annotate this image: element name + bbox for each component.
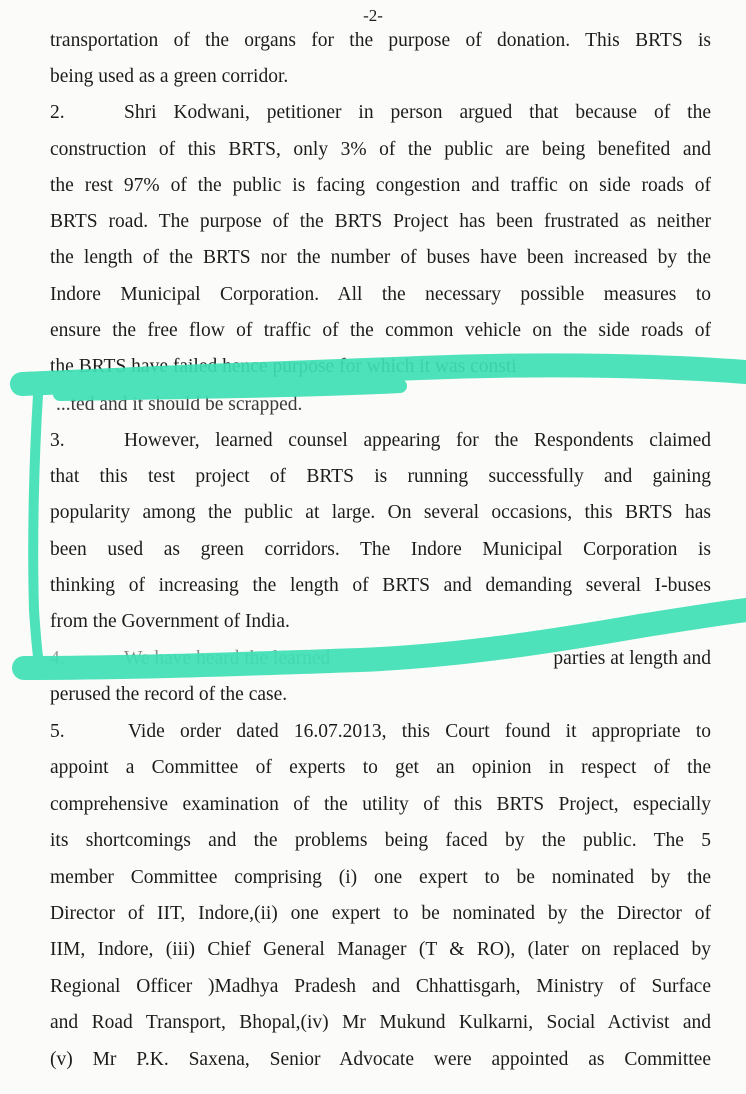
text-line-18-obscured: We have heard the learned bbox=[124, 648, 331, 669]
text-line-28: and Road Transport, Bhopal,(iv) Mr Mukund Kulkarni, Social Activist and bbox=[50, 1012, 711, 1033]
text-line-16: thinking of increasing the length of BRTS and demanding several I-buses bbox=[50, 575, 711, 596]
text-line-9: ensure the free flow of traffic of the common vehicle on the side roads of bbox=[50, 320, 711, 341]
text-line-4: construction of this BRTS, only 3% of the public are being benefited and bbox=[50, 139, 711, 160]
text-line-18-end: parties at length and bbox=[553, 648, 711, 669]
paragraph-2-first-line bbox=[50, 101, 711, 125]
text-line-8: Indore Municipal Corporation. All the necessary possible measures to bbox=[50, 284, 711, 305]
text-line-26: IIM, Indore, (iii) Chief General Manager (T & RO), (later on replaced by bbox=[50, 939, 711, 960]
paragraph-number-3: 3. bbox=[50, 430, 65, 451]
paragraph-number-2: 2. bbox=[50, 102, 65, 123]
text-line-23: its shortcomings and the problems being faced by the public. The 5 bbox=[50, 830, 711, 851]
text-line-20: Vide order dated 16.07.2013, this Court found it appropriate to bbox=[128, 721, 711, 742]
paragraph-number-5: 5. bbox=[50, 721, 65, 742]
page-number: -2- bbox=[363, 6, 383, 25]
text-line-14: popularity among the public at large. On several occasions, this BRTS has bbox=[50, 502, 711, 523]
text-line-3: Shri Kodwani, petitioner in person argued that because of the bbox=[124, 102, 711, 123]
text-line-15: been used as green corridors. The Indore Municipal Corporation is bbox=[50, 539, 711, 560]
text-line-11-partially-obscured: ...ted and it should be scrapped. bbox=[56, 394, 303, 415]
text-line-2: being used as a green corridor. bbox=[50, 66, 289, 87]
text-line-17: from the Government of India. bbox=[50, 611, 290, 632]
text-line-10: the BRTS have failed hence purpose for which it was consti bbox=[50, 356, 517, 377]
text-line-29: (v) Mr P.K. Saxena, Senior Advocate were appointed as Committee bbox=[50, 1049, 711, 1070]
paragraph-5-first-line bbox=[50, 720, 711, 744]
text-line-27: Regional Officer )Madhya Pradesh and Chhattisgarh, Ministry of Surface bbox=[50, 976, 711, 997]
text-line-21: appoint a Committee of experts to get an opinion in respect of the bbox=[50, 757, 711, 778]
text-line-25: Director of IIT, Indore,(ii) one expert to be nominated by the Director of bbox=[50, 903, 711, 924]
text-line-1: transportation of the organs for the purpose of donation. This BRTS is bbox=[50, 30, 711, 51]
text-line-12: However, learned counsel appearing for the Respondents claimed bbox=[124, 430, 711, 451]
text-line-5: the rest 97% of the public is facing congestion and traffic on side roads of bbox=[50, 175, 711, 196]
text-line-19: perused the record of the case. bbox=[50, 684, 288, 705]
text-line-24: member Committee comprising (i) one expert to be nominated by the bbox=[50, 867, 711, 888]
paragraph-3-first-line bbox=[50, 429, 711, 453]
text-line-13: that this test project of BRTS is running successfully and gaining bbox=[50, 466, 711, 487]
text-line-6: BRTS road. The purpose of the BRTS Project has been frustrated as neither bbox=[50, 211, 711, 232]
text-line-7: the length of the BRTS nor the number of buses have been increased by the bbox=[50, 247, 711, 268]
text-line-22: comprehensive examination of the utility of this BRTS Project, especially bbox=[50, 794, 711, 815]
paragraph-number-4: 4. bbox=[50, 648, 65, 669]
